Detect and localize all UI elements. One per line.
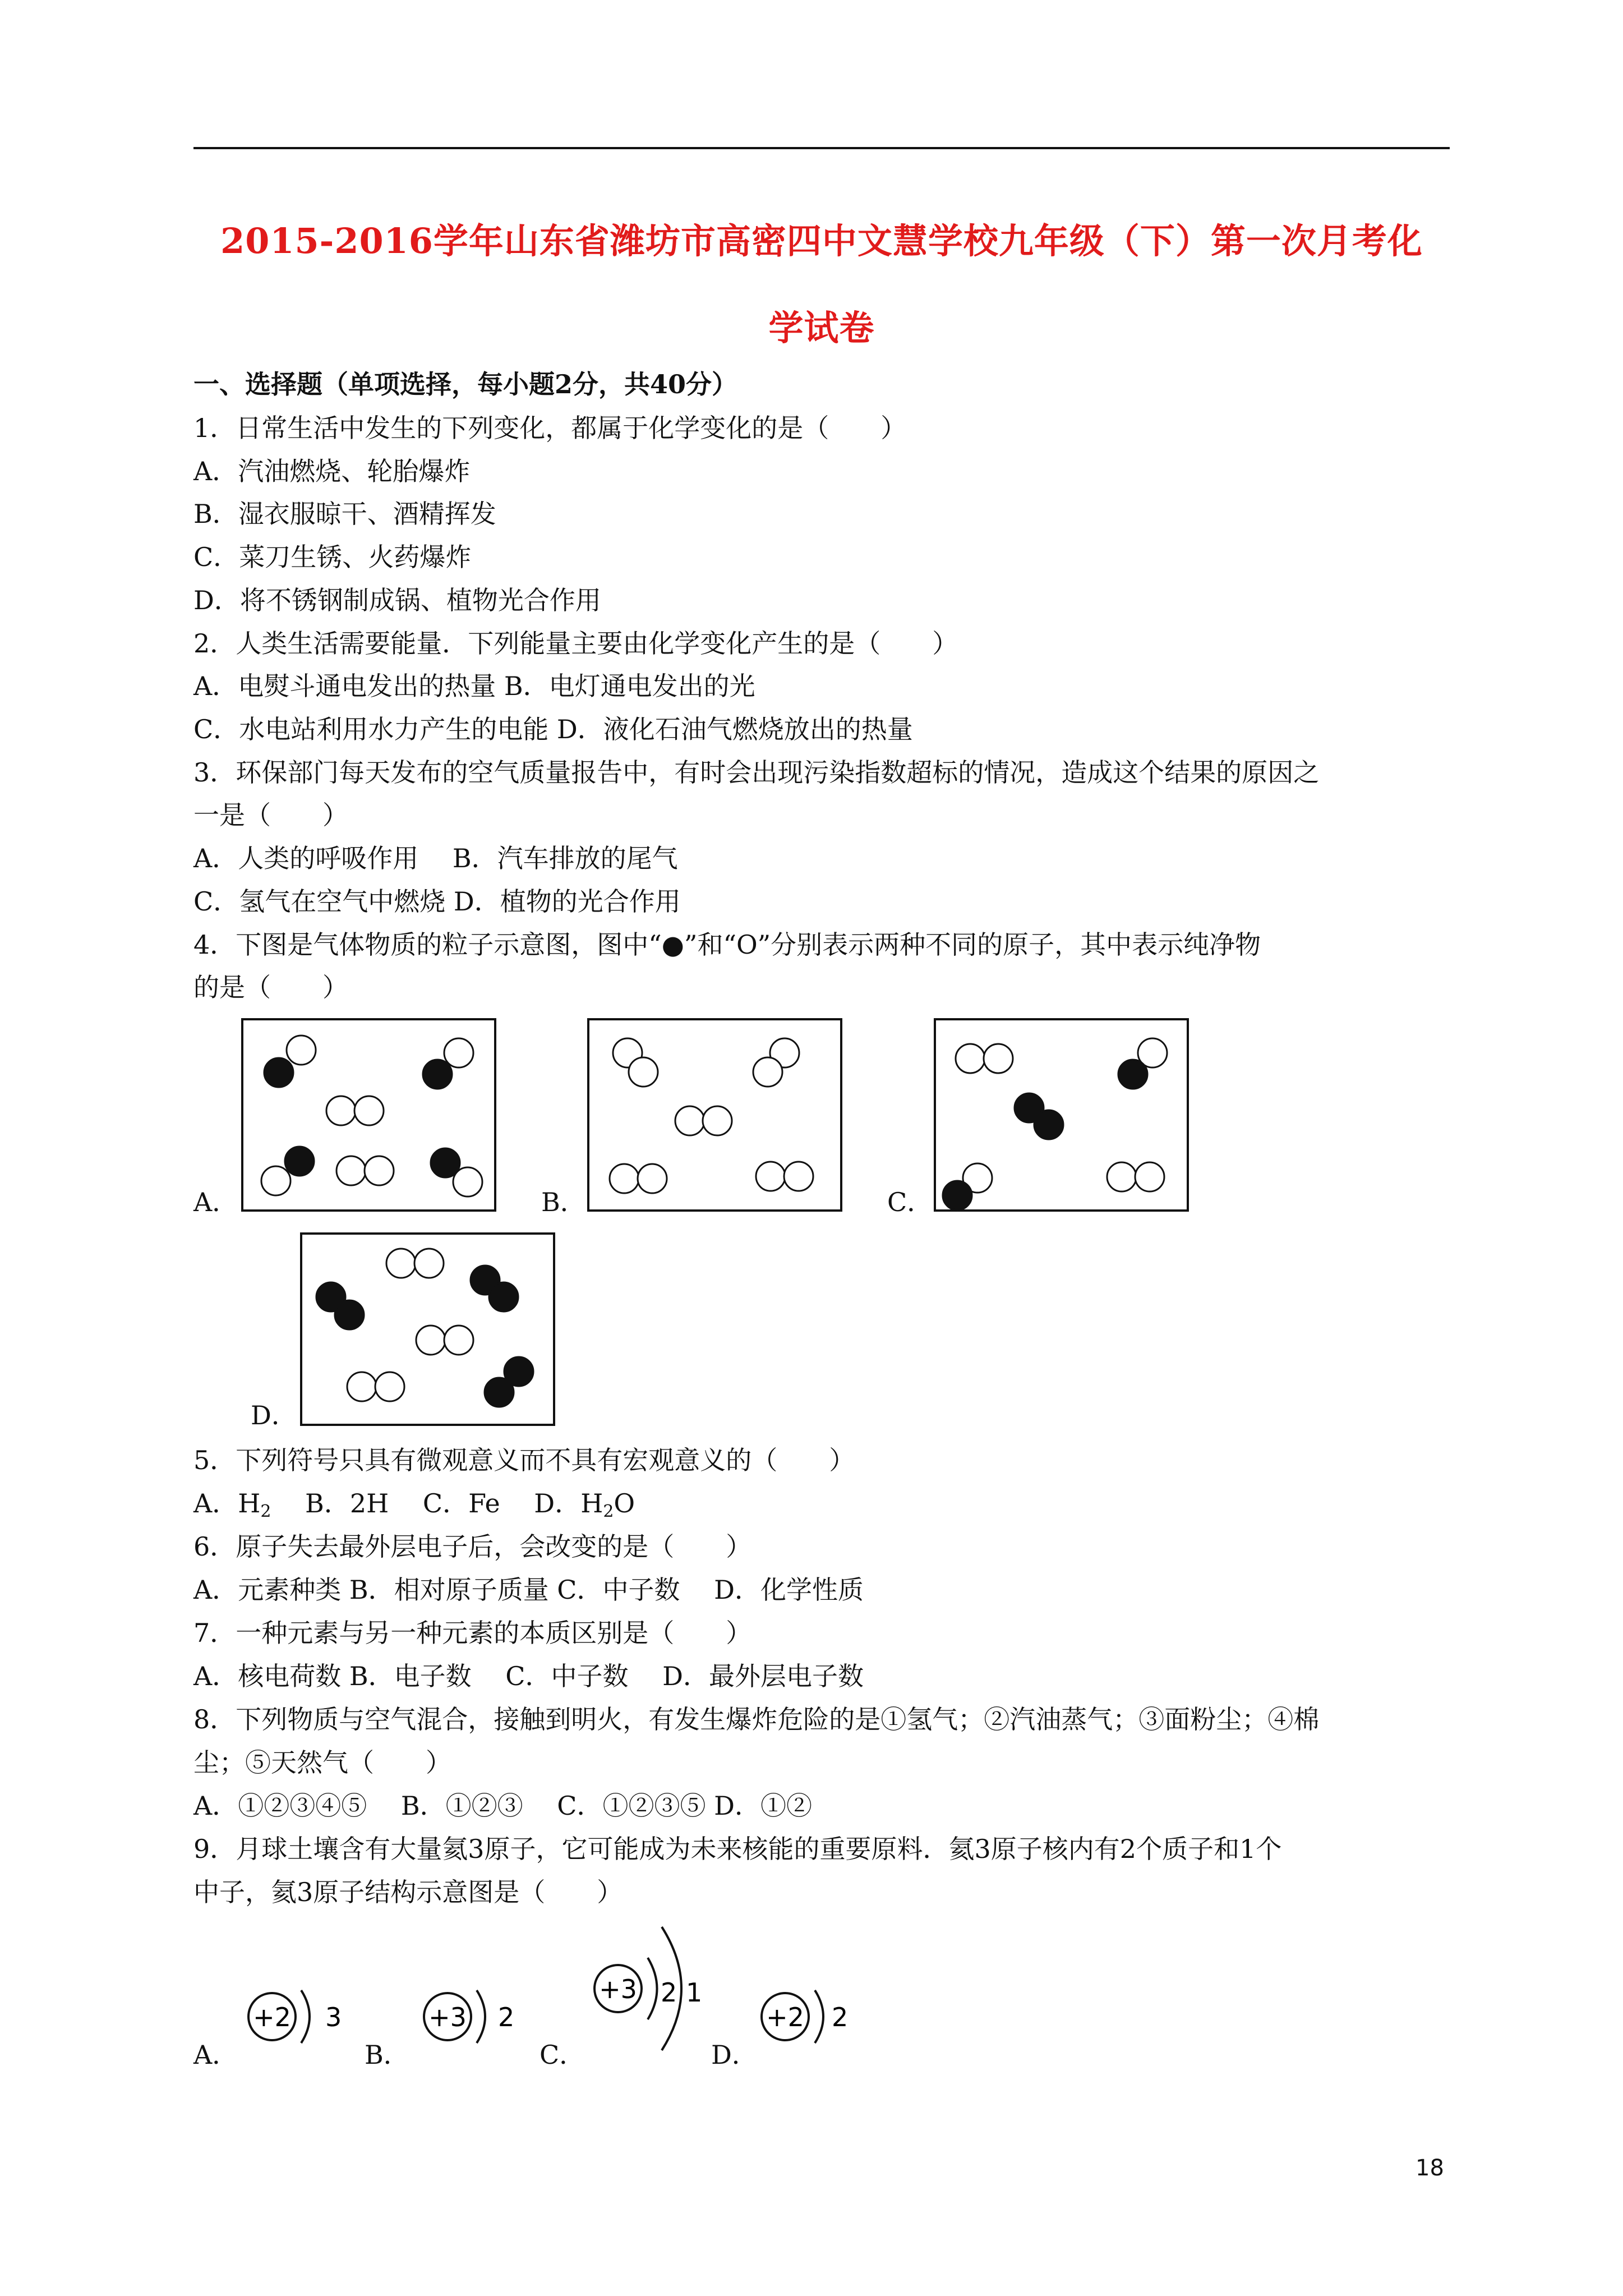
q3-stem-line1: 3．环保部门每天发布的空气质量报告中，有时会出现污染指数超标的情况，造成这个结果的原因之 xyxy=(193,757,1320,788)
q4-diagram-a xyxy=(241,1018,496,1212)
q9-nucleus-a: +2 xyxy=(253,2002,291,2032)
q1-option-a: A．汽油燃烧、轮胎爆炸 xyxy=(193,456,471,486)
q9-atom-diagram-d xyxy=(750,1975,863,2059)
q7-stem: 7．一种元素与另一种元素的本质区别是（ ） xyxy=(193,1618,752,1648)
q5-options xyxy=(193,1490,635,1520)
q9-stem-line2: 中子，氦3原子结构示意图是（ ） xyxy=(193,1877,623,1907)
q8-options: A．①②③④⑤ B．①②③ C．①②③⑤ D．①② xyxy=(193,1791,812,1821)
q9-atom-diagram-a xyxy=(238,1975,351,2059)
q9-shell-b: 2 xyxy=(498,2002,515,2032)
q4-stem-line2: 的是（ ） xyxy=(193,972,348,1002)
q9-label-a: A． xyxy=(193,2040,238,2070)
q2-stem: 2．人类生活需要能量．下列能量主要由化学变化产生的是（ ） xyxy=(193,628,958,659)
q9-shell-c2: 1 xyxy=(686,1977,703,2008)
q4-stem-line1: 4．下图是气体物质的粒子示意图，图中“●”和“O”分别表示两种不同的原子，其中表示纯净物 xyxy=(193,930,1261,960)
q9-label-d: D． xyxy=(711,2040,758,2070)
q9-nucleus-d: +2 xyxy=(766,2002,804,2032)
q6-options: A．元素种类 B．相对原子质量 C．中子数 D．化学性质 xyxy=(193,1575,864,1605)
q4-diagram-d xyxy=(300,1232,555,1426)
q9-nucleus-c: +3 xyxy=(599,1974,637,2004)
q2-options-ab: A．电熨斗通电发出的热量 B．电灯通电发出的光 xyxy=(193,671,755,701)
q1-option-c: C．菜刀生锈、火药爆炸 xyxy=(193,542,472,572)
q3-stem-line2: 一是（ ） xyxy=(193,800,348,830)
q5-options-bcd: B．2H C．Fe D．H xyxy=(271,1488,603,1519)
q2-options-cd: C．水电站利用水力产生的电能 D．液化石油气燃烧放出的热量 xyxy=(193,714,913,744)
q4-diagram-c xyxy=(934,1018,1189,1212)
section-header: 一、选择题（单项选择，每小题2分，共40分） xyxy=(193,369,738,399)
q9-atom-diagram-b xyxy=(414,1975,526,2059)
q8-stem-line1: 8．下列物质与空气混合，接触到明火，有发生爆炸危险的是①氢气；②汽油蒸气；③面粉尘；④棉 xyxy=(193,1704,1320,1734)
q3-options-cd: C．氢气在空气中燃烧 D．植物的光合作用 xyxy=(193,886,681,917)
q4-label-d: D． xyxy=(251,1400,297,1430)
page-number: 18 xyxy=(1415,2155,1444,2181)
q9-atom-diagram-c xyxy=(583,1918,740,2059)
q9-label-b: B． xyxy=(365,2040,409,2070)
q9-shell-a: 3 xyxy=(325,2002,342,2032)
q5-option-a-subscript: 2 xyxy=(260,1502,271,1521)
q9-label-c: C． xyxy=(540,2040,585,2070)
q9-shell-c1: 2 xyxy=(661,1977,677,2008)
q5-option-d-subscript: 2 xyxy=(603,1502,614,1521)
q6-stem: 6．原子失去最外层电子后，会改变的是（ ） xyxy=(193,1531,752,1562)
header-rule xyxy=(193,147,1450,149)
q4-label-b: B． xyxy=(541,1187,586,1217)
q4-label-c: C． xyxy=(887,1187,933,1217)
q9-stem-line1: 9．月球土壤含有大量氦3原子，它可能成为未来核能的重要原料．氦3原子核内有2个质子和1个 xyxy=(193,1834,1282,1864)
q1-option-b: B．湿衣服晾干、酒精挥发 xyxy=(193,499,496,529)
q8-stem-line2: 尘；⑤天然气（ ） xyxy=(193,1747,451,1778)
q5-option-d-suffix: O xyxy=(614,1488,635,1519)
q9-nucleus-b: +3 xyxy=(428,2002,467,2032)
paper-title-line2: 学试卷 xyxy=(768,307,875,348)
q5-option-a: A．H xyxy=(193,1488,261,1519)
q1-stem: 1．日常生活中发生的下列变化，都属于化学变化的是（ ） xyxy=(193,413,907,443)
q4-label-a: A． xyxy=(193,1187,238,1217)
q7-options: A．核电荷数 B．电子数 C．中子数 D．最外层电子数 xyxy=(193,1661,864,1691)
paper-title-line1: 2015-2016学年山东省潍坊市高密四中文慧学校九年级（下）第一次月考化 xyxy=(220,220,1423,261)
q5-stem: 5．下列符号只具有微观意义而不具有宏观意义的（ ） xyxy=(193,1445,855,1475)
q4-diagram-b xyxy=(587,1018,842,1212)
q3-options-ab: A．人类的呼吸作用 B．汽车排放的尾气 xyxy=(193,843,678,873)
q9-shell-d: 2 xyxy=(832,2002,849,2032)
q1-option-d: D．将不锈钢制成锅、植物光合作用 xyxy=(193,585,601,615)
